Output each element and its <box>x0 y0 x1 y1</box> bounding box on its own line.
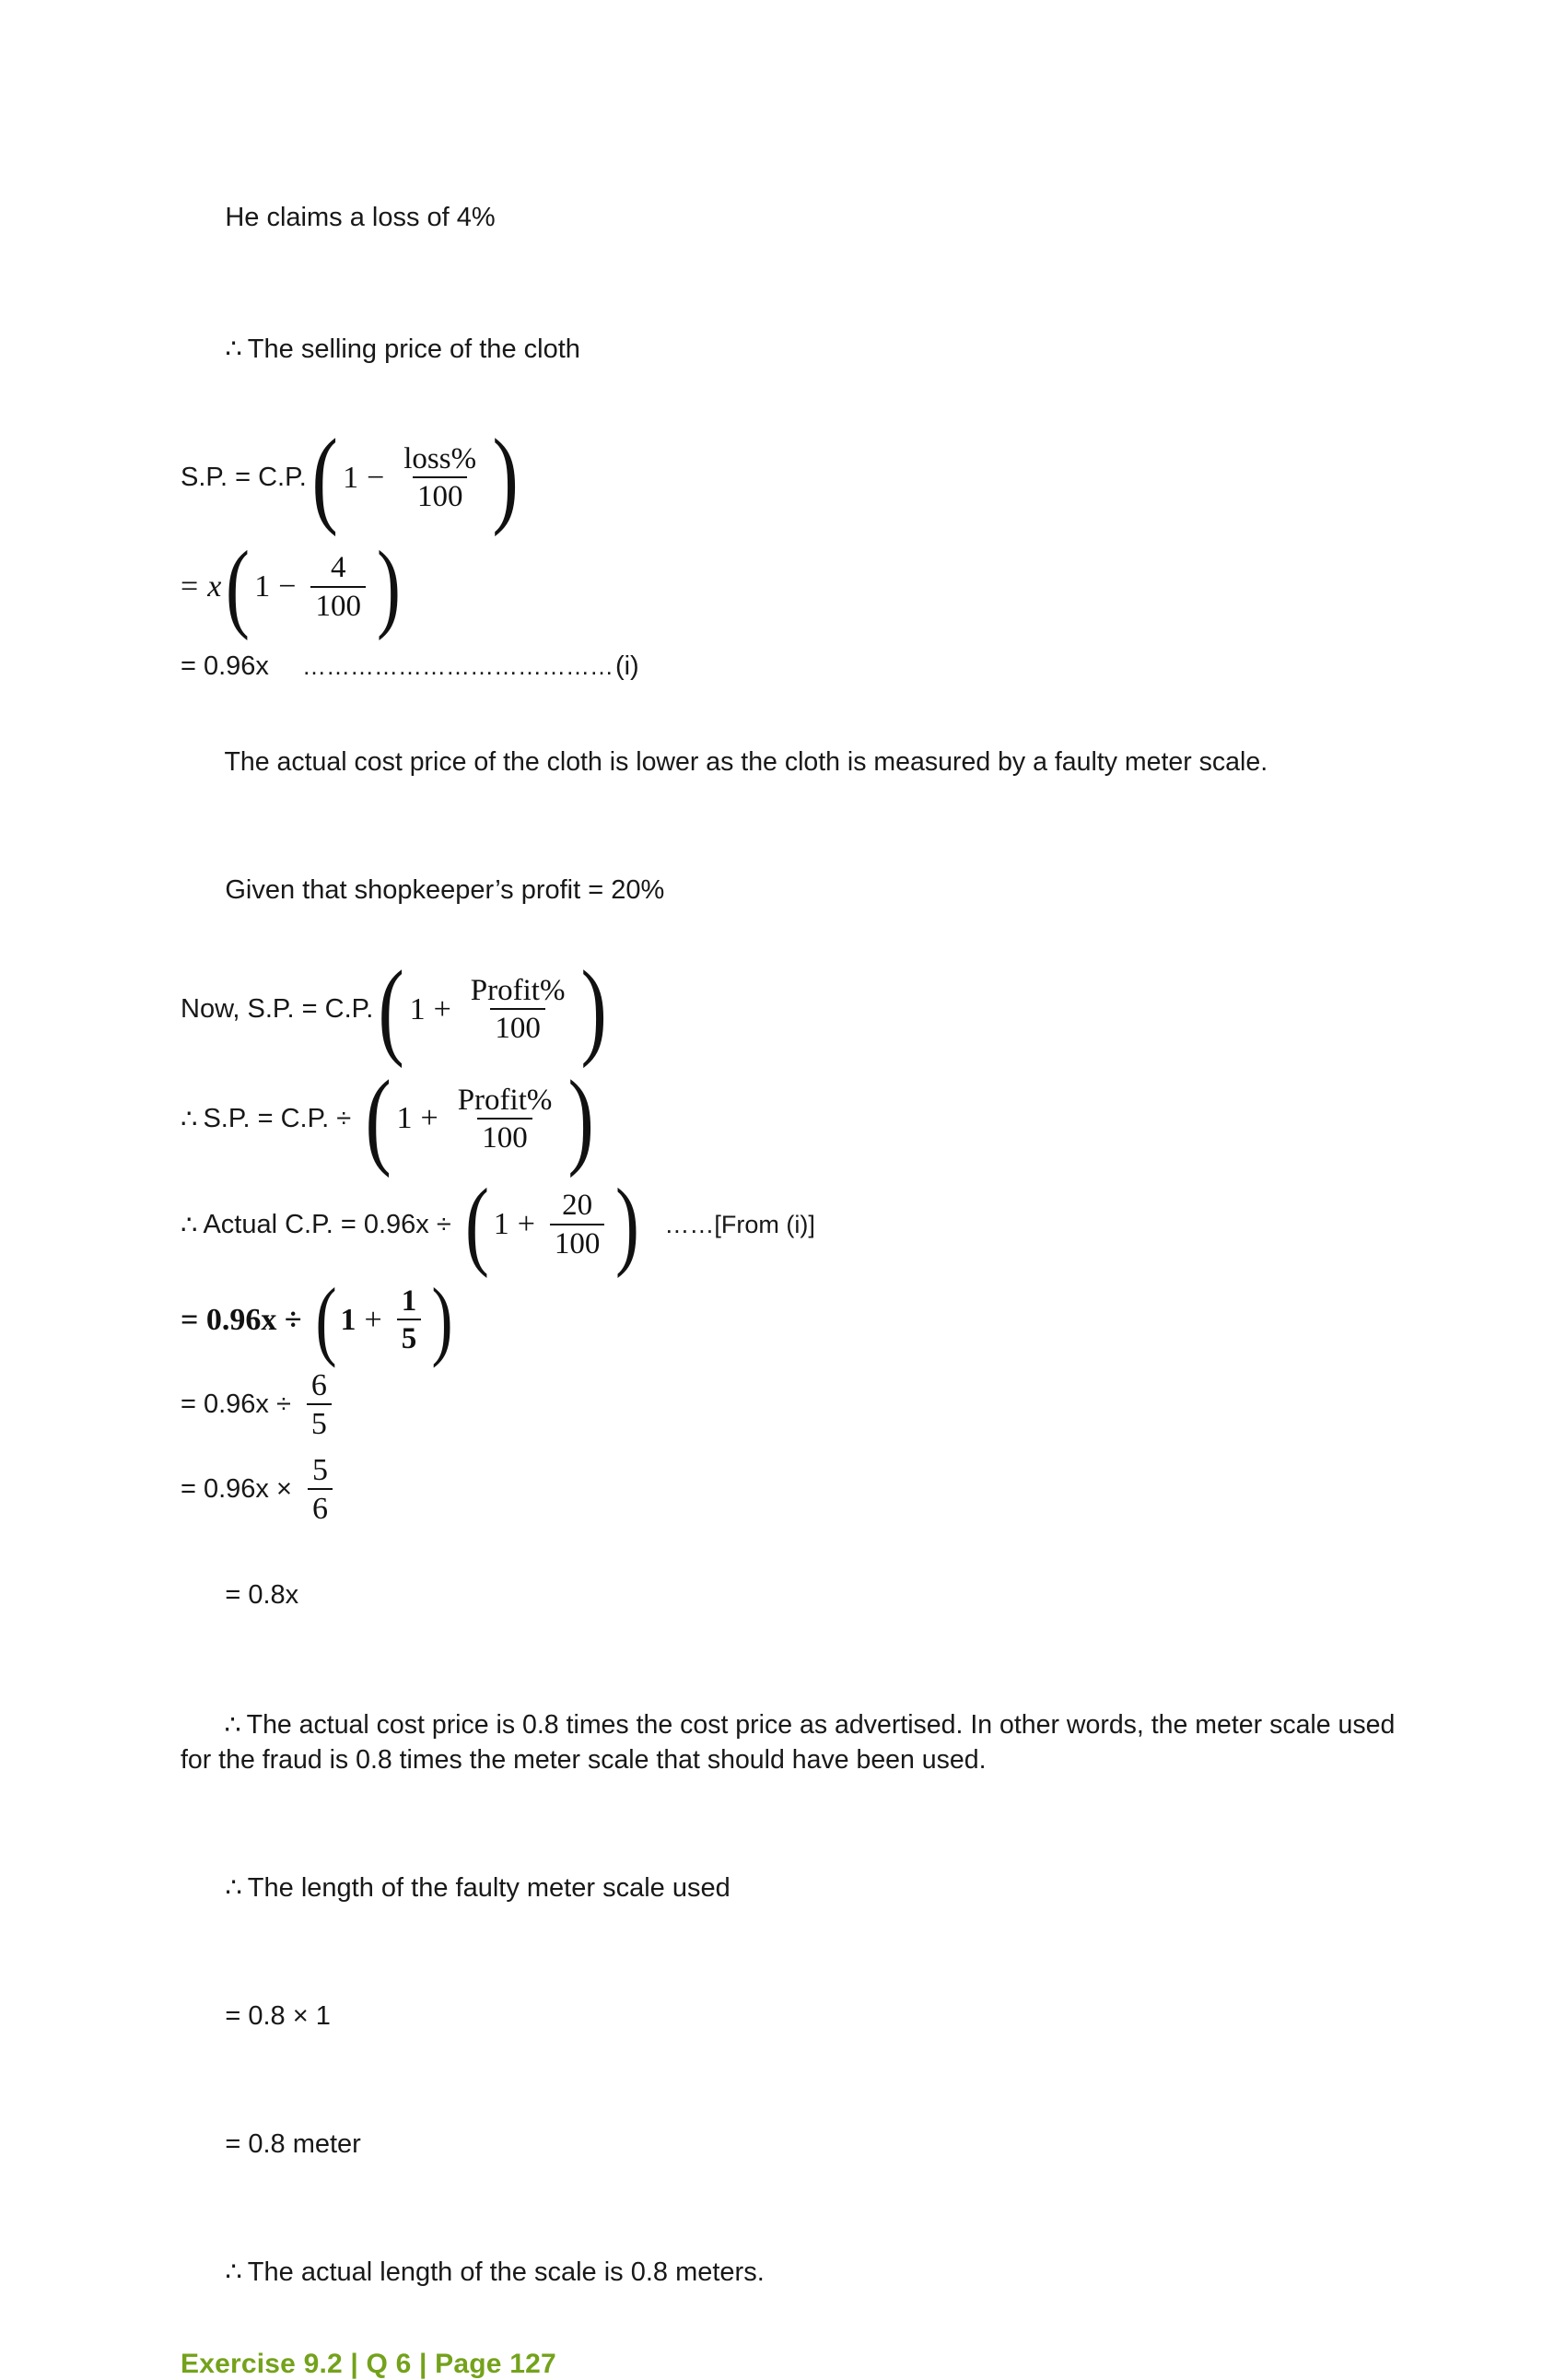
fraction-denominator: 100 <box>490 1008 545 1044</box>
therefore-symbol: ∴ <box>225 2257 242 2287</box>
length-intro-text: The length of the faulty meter scale used <box>247 1872 730 1903</box>
fraction-profit-over-100 <box>466 975 570 1045</box>
equation-096x-div-fraction-bold <box>181 1270 1433 1369</box>
calc-08-times-1-line <box>181 1964 1433 2069</box>
claim-text: He claims a loss of 4% <box>225 202 496 232</box>
calc-08-meter-line <box>181 2093 1433 2197</box>
actual-cp-label: Actual C.P. = 0.96x ÷ <box>203 1209 451 1239</box>
fraction-1-over-5 <box>397 1285 422 1355</box>
operand-one: 1 <box>493 1207 509 1242</box>
exercise-reference-text: Exercise 9.2 | Q 6 | Page 127 <box>181 2349 556 2380</box>
open-paren: ( <box>315 1270 337 1369</box>
fraction-denominator: 6 <box>308 1488 333 1525</box>
plus-operator: + <box>517 1207 535 1242</box>
open-paren: ( <box>378 948 405 1070</box>
reference-label-i: (i) <box>614 651 639 681</box>
fraction-6-over-5 <box>307 1369 332 1441</box>
therefore-symbol: ∴ <box>181 1210 198 1240</box>
lead-096x-div: = 0.96x ÷ <box>181 1389 291 1420</box>
calc-08-times-1-text: = 0.8 × 1 <box>225 2000 331 2031</box>
lead-096x-mul: = 0.96x × <box>181 1474 292 1505</box>
equation-result-08x <box>181 1544 1433 1648</box>
plus-operator: + <box>433 991 451 1026</box>
therefore-symbol: ∴ <box>225 1872 242 1903</box>
fraction-numerator: 6 <box>310 1368 327 1403</box>
operand-one: 1 <box>343 460 359 495</box>
conclusion-line <box>181 1674 1406 1812</box>
fraction-numerator: 4 <box>330 551 346 585</box>
equation-now-sp-formula <box>181 948 1433 1070</box>
close-paren: ) <box>376 531 401 641</box>
selling-price-intro-line <box>181 298 1433 402</box>
equation-sp-divided-formula <box>181 1058 1433 1179</box>
fraction-loss-over-100 <box>399 443 481 513</box>
close-paren: ) <box>615 1168 640 1279</box>
fraction-numerator: Profit% <box>457 1083 553 1117</box>
open-paren: ( <box>365 1058 392 1179</box>
fraction-profit-over-100 <box>453 1084 557 1155</box>
therefore-symbol: ∴ <box>225 334 242 364</box>
fraction-denominator: 100 <box>550 1224 605 1260</box>
document-content <box>181 166 1433 2380</box>
equation-x-substituted <box>181 531 1433 641</box>
sp-div-label: S.P. = C.P. ÷ <box>203 1103 352 1133</box>
sp-label: S.P. = C.P. <box>181 463 307 492</box>
close-paren: ) <box>431 1270 453 1369</box>
dotted-leader: ………………………………… <box>301 651 614 680</box>
open-paren: ( <box>311 416 338 538</box>
fraction-denominator: 100 <box>477 1118 532 1154</box>
minus-operator: − <box>367 460 385 495</box>
operand-one: 1 <box>409 991 426 1026</box>
selling-price-intro-text: The selling price of the cloth <box>247 334 580 364</box>
open-paren: ( <box>464 1168 489 1279</box>
plus-operator: + <box>364 1302 382 1337</box>
therefore-symbol: ∴ <box>224 1710 241 1741</box>
length-intro-line <box>181 1836 1433 1940</box>
conclusion-text: The actual cost price is 0.8 times the cost price as advertised. In other words, the meter scale used for the fraud is 0.8 times the meter scale that should have been used. <box>181 1710 1403 1775</box>
actual-cost-note-text: The actual cost price of the cloth is lower as the cloth is measured by a faulty meter scale. <box>224 747 1268 778</box>
given-profit-line <box>181 838 1433 943</box>
equation-actual-cp <box>181 1168 1433 1279</box>
bold-lead-096x-div: = 0.96x ÷ <box>181 1302 302 1337</box>
operand-one: 1 <box>340 1302 356 1337</box>
equation-096x-mul-5-6 <box>181 1454 1433 1526</box>
equation-096x-div-6-5 <box>181 1369 1433 1441</box>
minus-operator: − <box>278 569 297 604</box>
variable-x: x <box>207 569 222 604</box>
fraction-numerator: Profit% <box>470 973 566 1007</box>
open-paren: ( <box>226 531 251 641</box>
fraction-numerator: 1 <box>401 1284 417 1318</box>
from-reference-note: ……[From (i)] <box>664 1210 815 1238</box>
therefore-symbol: ∴ <box>181 1104 198 1134</box>
close-paren: ) <box>580 948 608 1070</box>
fraction-numerator: loss% <box>403 441 477 475</box>
operand-one: 1 <box>396 1101 413 1136</box>
result-08x-text: = 0.8x <box>225 1580 299 1611</box>
close-paren: ) <box>567 1058 595 1179</box>
fraction-4-over-100 <box>310 552 366 622</box>
equals-sign: = <box>181 569 199 604</box>
close-paren: ) <box>492 416 519 538</box>
actual-cost-note-line <box>181 710 1406 815</box>
final-answer-line <box>181 2221 1433 2325</box>
now-sp-label: Now, S.P. = C.P. <box>181 994 374 1025</box>
fraction-denominator: 100 <box>310 586 366 622</box>
fraction-numerator: 5 <box>311 1452 328 1487</box>
equation-result-096x <box>181 648 1433 685</box>
given-profit-text: Given that shopkeeper’s profit = 20% <box>225 874 665 905</box>
fraction-denominator: 100 <box>413 476 468 512</box>
fraction-5-over-6 <box>308 1454 333 1526</box>
fraction-20-over-100 <box>550 1190 605 1260</box>
final-answer-text: The actual length of the scale is 0.8 meters. <box>247 2257 765 2287</box>
exercise-reference-heading <box>181 2349 1433 2380</box>
operand-one: 1 <box>254 569 271 604</box>
claim-line <box>181 166 1433 270</box>
calc-08-meter-text: = 0.8 meter <box>225 2128 361 2159</box>
result-096x: = 0.96x <box>181 651 269 681</box>
fraction-denominator: 5 <box>397 1319 422 1354</box>
plus-operator: + <box>420 1101 438 1136</box>
fraction-numerator: 20 <box>562 1189 593 1223</box>
equation-sp-formula <box>181 416 1433 538</box>
fraction-denominator: 5 <box>307 1403 332 1440</box>
